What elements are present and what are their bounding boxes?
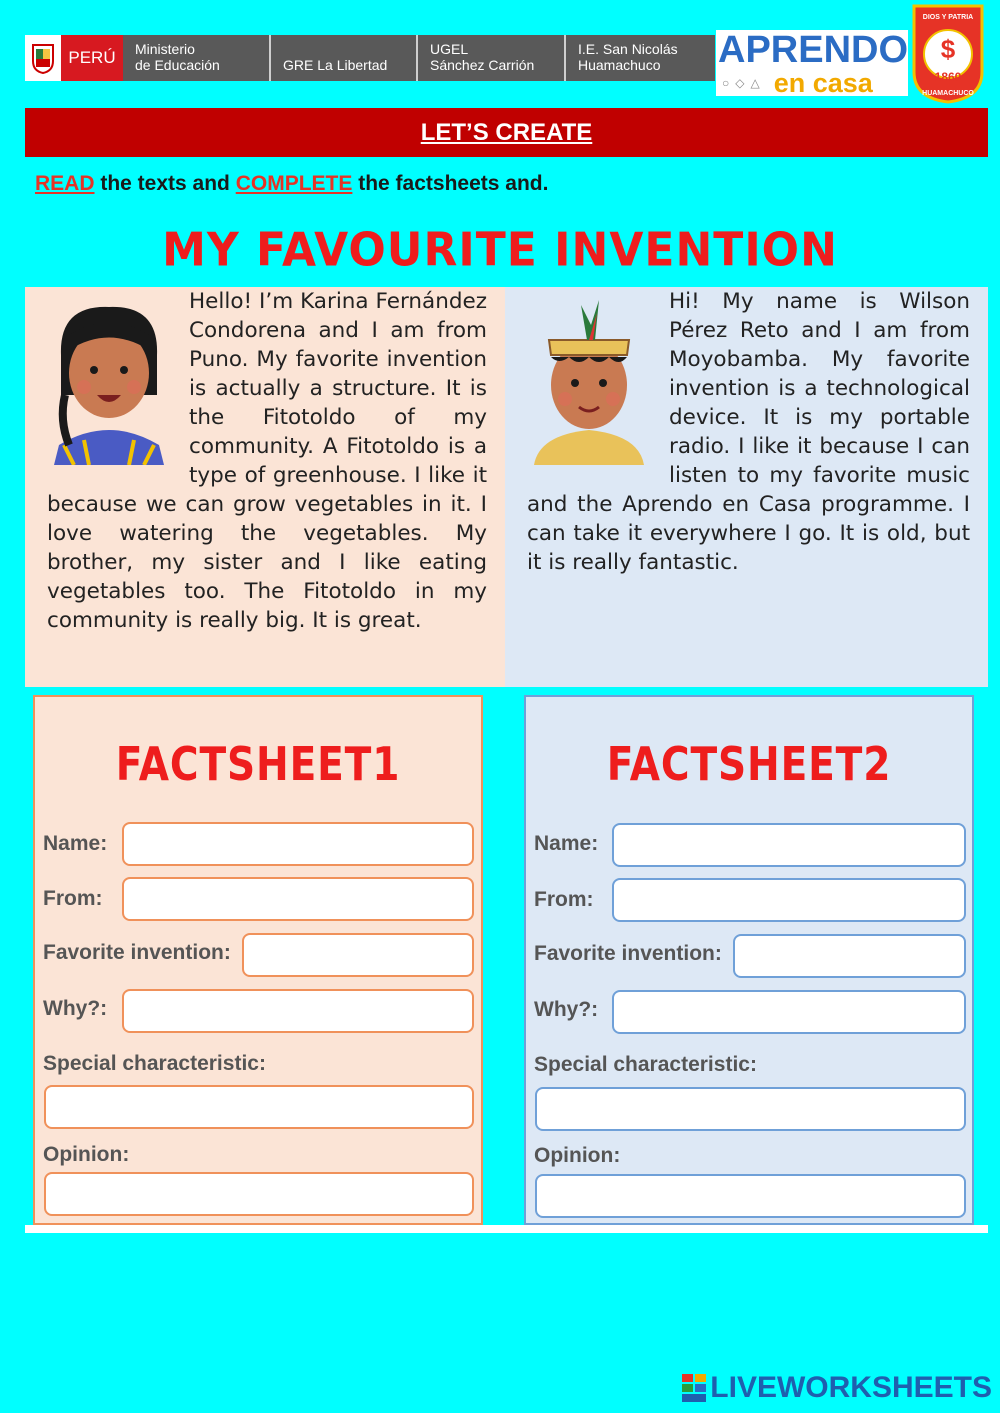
opinion-input[interactable] xyxy=(44,1172,474,1216)
factsheet-1 xyxy=(33,695,483,1225)
special-input[interactable] xyxy=(44,1085,474,1129)
invention-input[interactable] xyxy=(242,933,474,977)
section-banner: LET’S CREATE xyxy=(25,108,988,157)
wilson-text: Hi! My name is Wilson Pérez Reto and I am from Moyobamba. My favorite invention is a technological device. It is my portable radio. I like it because I can listen to my favorite music and the Aprendo en Casa programme. I can take it everywhere I go. It is old, but it is really fantastic. xyxy=(527,289,970,575)
from-label: From: xyxy=(43,887,103,910)
name-label: Name: xyxy=(534,832,599,855)
instruction: READ the texts and COMPLETE the factsheets and. xyxy=(35,172,549,195)
from-input[interactable] xyxy=(612,878,966,922)
ugel-label: UGEL Sánchez Carrión xyxy=(416,35,564,81)
why-input[interactable] xyxy=(122,989,474,1033)
opinion-label: Opinion: xyxy=(534,1144,621,1167)
peru-label: PERÚ xyxy=(61,35,123,81)
bottom-divider xyxy=(25,1225,988,1233)
invention-input[interactable] xyxy=(733,934,966,978)
special-input[interactable] xyxy=(535,1087,966,1131)
from-label: From: xyxy=(534,888,594,911)
svg-text:$: $ xyxy=(940,34,956,64)
factsheet-2-title: FACTSHEET2 xyxy=(606,737,892,791)
invention-label: Favorite invention: xyxy=(534,942,722,965)
name-label: Name: xyxy=(43,832,108,855)
gre-label: GRE La Libertad xyxy=(269,35,416,81)
wilson-panel xyxy=(505,287,988,687)
name-input[interactable] xyxy=(122,822,474,866)
peru-shield-icon xyxy=(25,35,61,81)
opinion-input[interactable] xyxy=(535,1174,966,1218)
opinion-label: Opinion: xyxy=(43,1143,130,1166)
special-label: Special characteristic: xyxy=(534,1053,757,1076)
page-title: MY FAVOURITE INVENTION xyxy=(162,223,838,278)
shapes-icon: ○◇△ xyxy=(722,76,766,90)
header-bar xyxy=(25,35,715,81)
why-label: Why?: xyxy=(43,997,108,1020)
school-label: I.E. San Nicolás Huamachuco xyxy=(564,35,715,81)
karina-text: Hello! I’m Karina Fernández Condorena and I am from Puno. My favorite invention is actually a structure. It is the Fitotoldo of my community. A Fitotoldo is a type of greenhouse. I like it because we can grow vegetables in it. I love watering the vegetables. My brother, my sister and I like eating vegetables too. The Fitotoldo in my community is really big. It is great. xyxy=(47,289,487,633)
boy-avatar-icon xyxy=(519,295,659,465)
from-input[interactable] xyxy=(122,877,474,921)
why-input[interactable] xyxy=(612,990,966,1034)
ministry-label: Ministerio de Educación xyxy=(123,35,269,81)
liveworksheets-icon xyxy=(682,1374,706,1402)
invention-label: Favorite invention: xyxy=(43,941,231,964)
special-label: Special characteristic: xyxy=(43,1052,266,1075)
karina-panel xyxy=(25,287,505,687)
aprendo-logo: APRENDO ○◇△ en casa xyxy=(718,29,909,98)
factsheet-2 xyxy=(524,695,974,1225)
school-badge: $ DIOS Y PATRIA 1860 HUAMACHUCO xyxy=(910,2,986,104)
why-label: Why?: xyxy=(534,998,599,1021)
liveworksheets-logo[interactable]: LIVEWORKSHEETS xyxy=(682,1371,992,1405)
girl-avatar-icon xyxy=(39,295,179,465)
factsheet-1-title: FACTSHEET1 xyxy=(115,737,401,791)
name-input[interactable] xyxy=(612,823,966,867)
